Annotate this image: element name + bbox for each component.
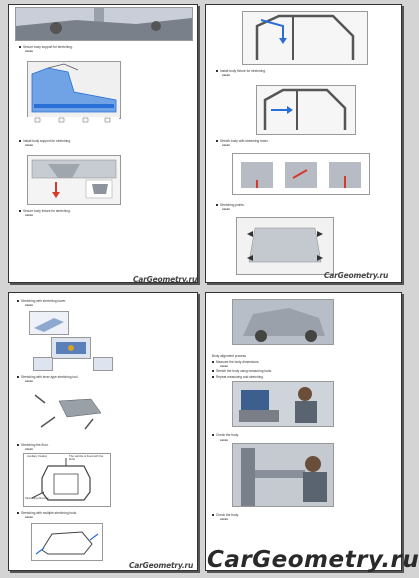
label-aux-fixation: Auxiliary fixation xyxy=(27,454,48,458)
caption-15: Check the body. xyxy=(212,433,392,437)
caption-7: Stretching with stretching tower. xyxy=(17,299,193,303)
body-text-10: ■■■■■ xyxy=(25,516,33,519)
caption-9: Stretching the floor. xyxy=(17,443,193,447)
caption-16: Check the body. xyxy=(212,513,392,517)
body-text-3: ■■■■■ xyxy=(25,214,33,217)
tower-stretch-diagram xyxy=(232,153,370,195)
watermark-small-2: CarGeometry.ru xyxy=(324,271,389,280)
body-text-7: ■■■■■ xyxy=(25,304,33,307)
caption-3: Secure body fixture for stretching. xyxy=(19,209,189,213)
car-on-bench-photo xyxy=(232,299,334,345)
manual-page-1 xyxy=(8,4,198,283)
body-text-12: ■■■■■ xyxy=(220,439,228,442)
tower-stretch-photo-grid xyxy=(51,337,91,359)
caption-10: Stretching with multiple stretching tools. xyxy=(17,511,193,515)
body-pillar-diagram-2 xyxy=(256,85,356,135)
caption-6: Stretching points. xyxy=(216,203,392,207)
manual-page-2 xyxy=(205,4,402,283)
caption-12: Measure the body dimensions. xyxy=(212,360,392,364)
body-text-11: ■■■■■ xyxy=(220,365,228,368)
watermark-small-3: CarGeometry.ru xyxy=(129,561,194,570)
multi-tool-diagram xyxy=(31,523,103,561)
body-text-8: ■■■■■ xyxy=(25,380,33,383)
stretching-points-diagram xyxy=(236,217,334,275)
watermark-large-main: CarGeometry xyxy=(207,547,382,573)
body-support-diagram xyxy=(27,61,121,119)
label-stretch-direction: Stretching direction xyxy=(25,496,49,500)
body-text-4: ■■■■■ xyxy=(222,74,230,77)
body-text-6: ■■■■■ xyxy=(222,208,230,211)
tower-stretch-photo-left xyxy=(33,357,53,371)
watermark-large-suffix: .ru xyxy=(381,547,419,573)
body-text-2: ■■■■■ xyxy=(25,144,33,147)
body-text-5: ■■■■■ xyxy=(222,144,230,147)
body-text-1: ■■■■■ xyxy=(25,50,33,53)
technician-computer-photo xyxy=(232,381,334,427)
caption-8: Stretching with lever-type stretching tool. xyxy=(17,375,193,379)
caption-11: Body alignment process xyxy=(212,354,247,358)
body-pillar-diagram-1 xyxy=(242,11,368,65)
support-labels-row xyxy=(27,117,119,123)
watermark-small-1: CarGeometry.ru xyxy=(133,275,198,284)
manual-page-4 xyxy=(205,292,402,571)
lever-tool-diagram xyxy=(31,391,113,435)
watermark-large xyxy=(207,546,419,574)
measuring-arm-photo xyxy=(232,443,334,507)
caption-14: Repeat measuring and stretching. xyxy=(212,375,392,379)
label-vehicle-fixed: The vehicle is fixed with the bolts xyxy=(69,454,104,462)
caption-5: Stretch body with stretching tower. xyxy=(216,139,392,143)
caption-1: Secure body support for stretching. xyxy=(19,45,189,49)
manual-page-3 xyxy=(8,292,198,571)
caption-4: Install body fixture for stretching. xyxy=(216,69,392,73)
tower-stretch-photo-top xyxy=(29,311,69,335)
body-text-9: ■■■■■ xyxy=(25,448,33,451)
caption-13: Stretch the body using measuring tools. xyxy=(212,369,392,373)
fixture-diagram xyxy=(27,155,121,205)
body-text-13: ■■■■■ xyxy=(220,518,228,521)
caption-2: Install body support for stretching. xyxy=(19,139,189,143)
tower-stretch-photo-right xyxy=(93,357,113,371)
frame-rail-stretching-photo xyxy=(15,7,193,41)
